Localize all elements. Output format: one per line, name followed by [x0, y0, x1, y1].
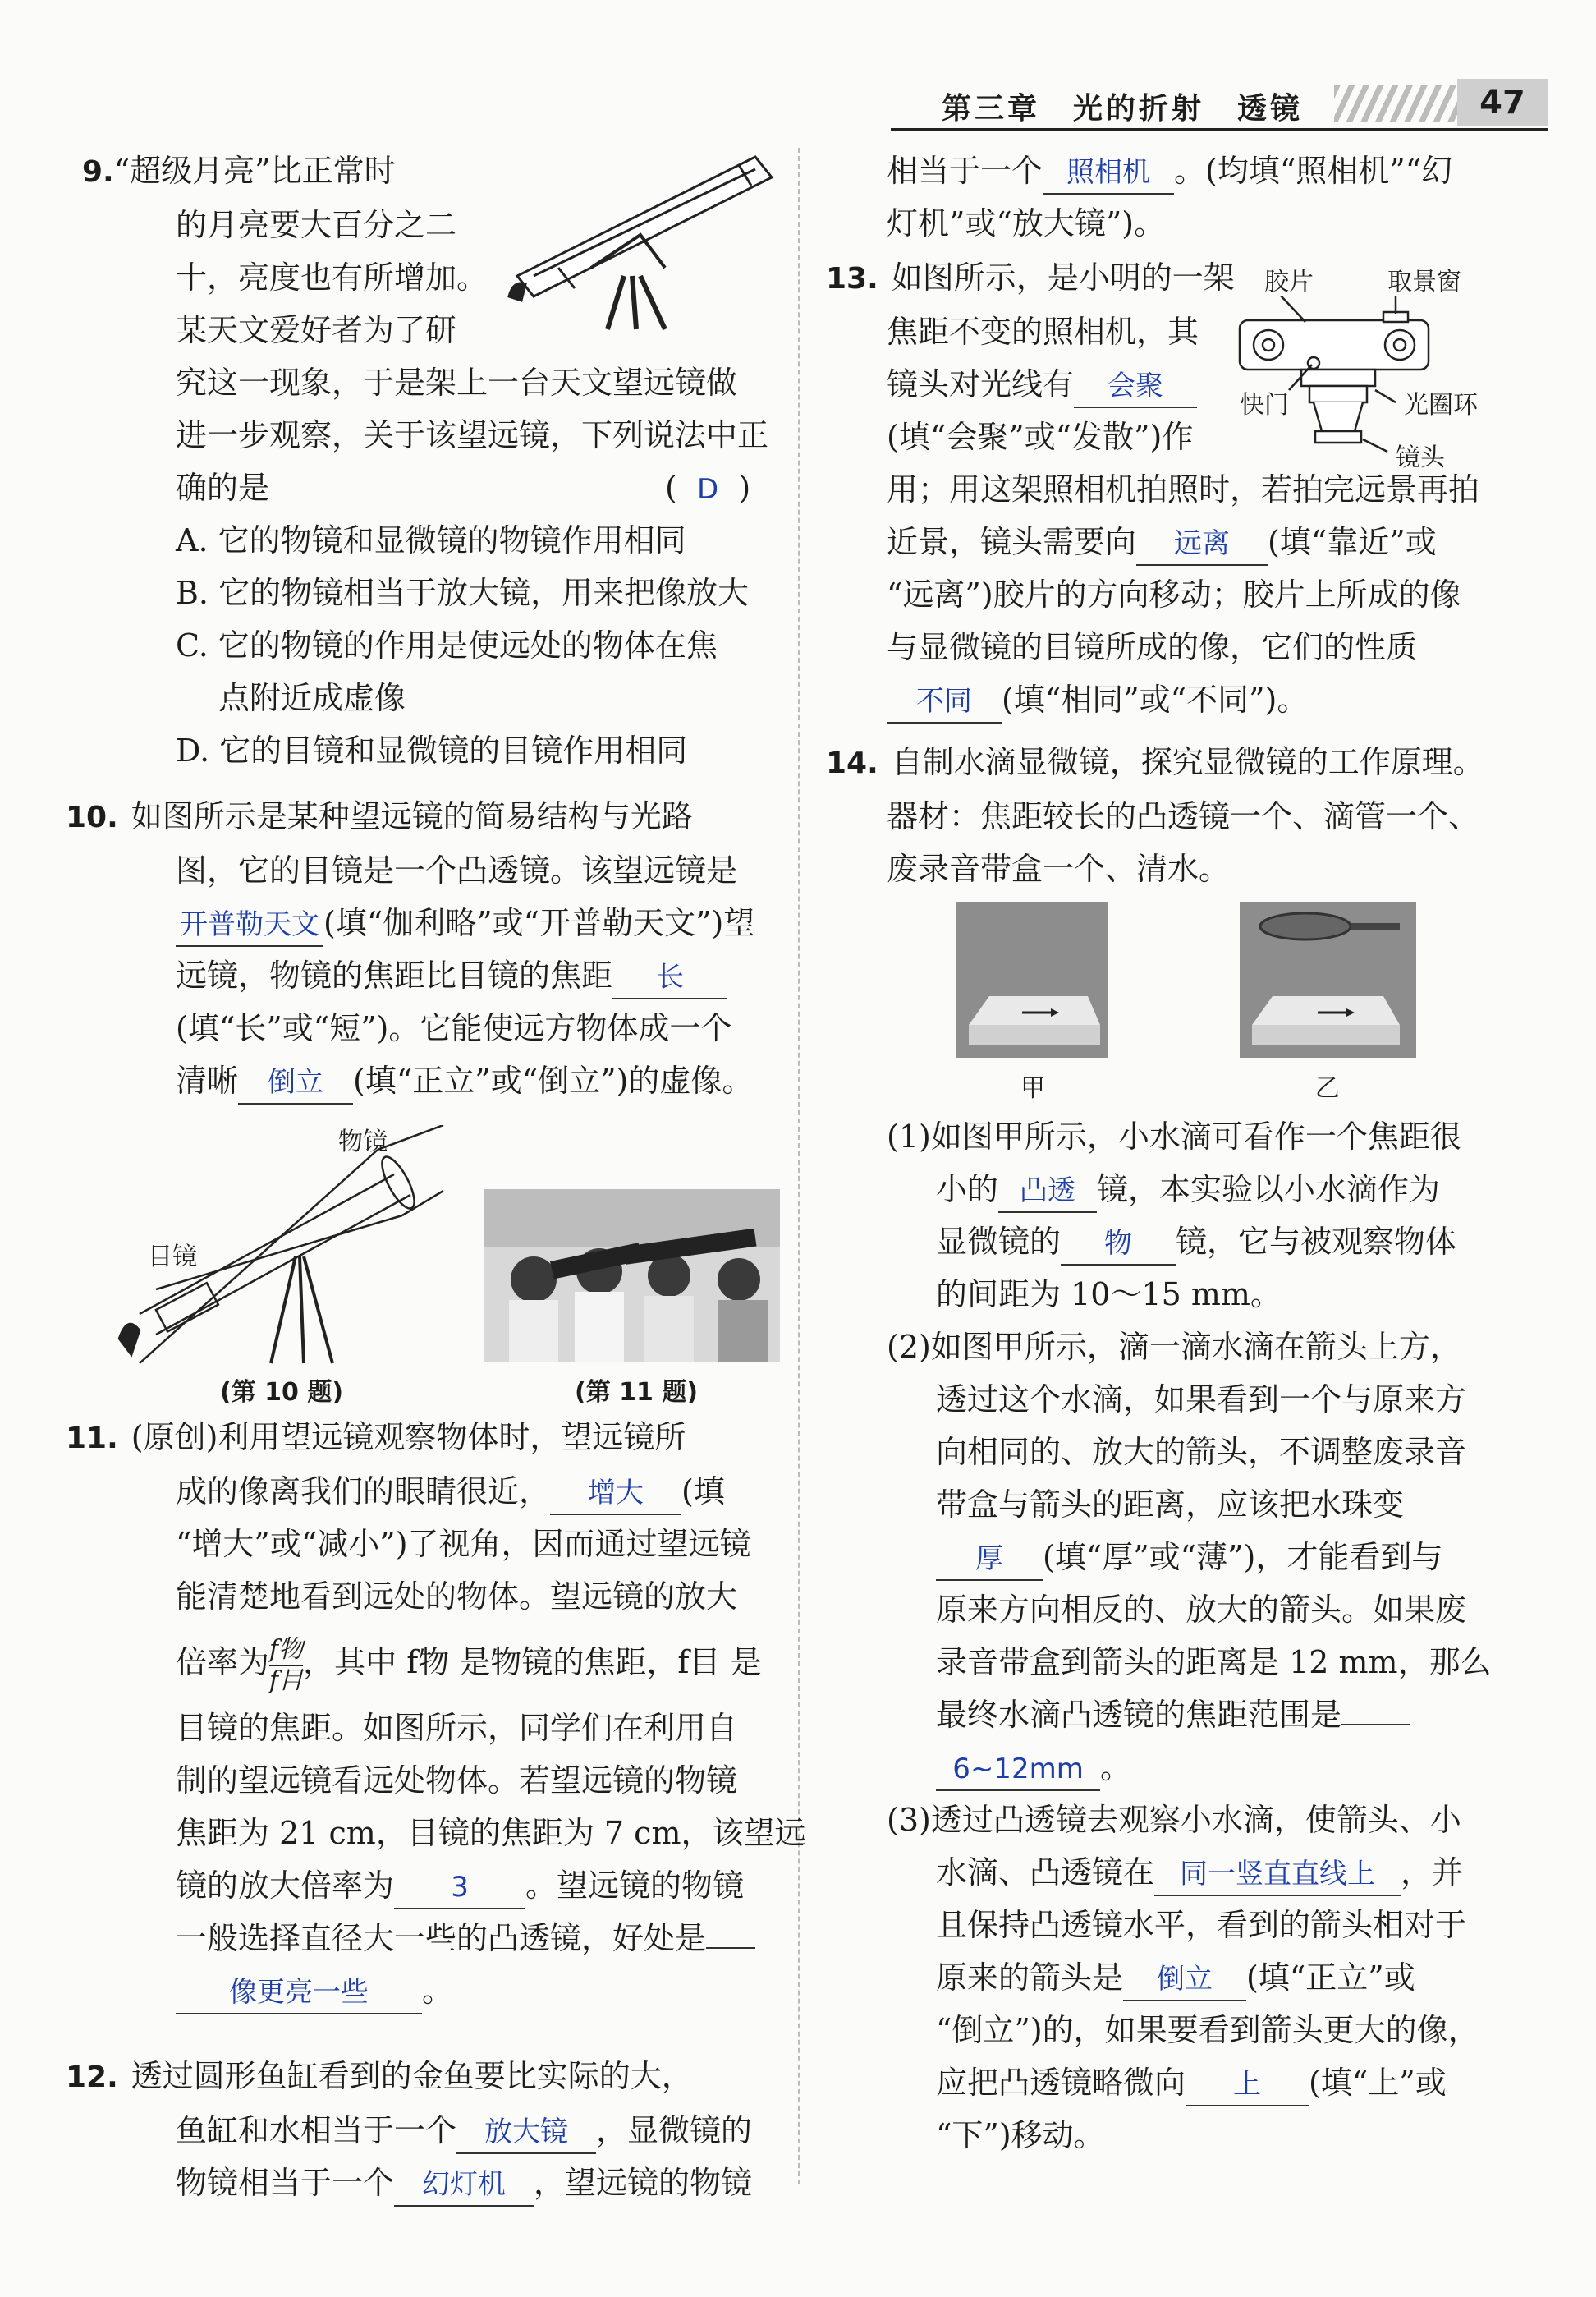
- q9-line: 某天文爱好者为了研: [176, 312, 457, 348]
- answer-blank: [1186, 2062, 1309, 2106]
- q11-line: 。: [422, 1973, 454, 2009]
- q13-line: 用；用这架照相机拍照时，若拍完远景再拍: [887, 471, 1480, 508]
- question-12-continued: [887, 145, 1576, 250]
- q14-sub2-line: 带盒与箭头的距离，应该把水珠变: [936, 1486, 1405, 1523]
- figure-caption-10: (第 10 题): [220, 1378, 344, 1407]
- answer-blank: [550, 1471, 681, 1515]
- answer-blank: [394, 2162, 534, 2207]
- shutter-label: 快门: [1240, 391, 1289, 420]
- option-c: C. 它的物镜的作用是使远处的物体在焦: [176, 627, 718, 664]
- q13-line: 近景，镜头需要向: [887, 524, 1137, 560]
- fraction-denominator: f目: [269, 1665, 304, 1695]
- answer-blank: [1136, 521, 1268, 566]
- answer-text: 厚: [975, 1542, 1003, 1575]
- q9-line: 究这一现象，于是架上一台天文望远镜做: [176, 365, 738, 401]
- answer-text: 远离: [1174, 527, 1231, 560]
- eyepiece-label: 目镜: [148, 1243, 197, 1271]
- answer-text: 凸透: [1020, 1174, 1076, 1207]
- q10-line: 如图所示是某种望远镜的简易结构与光路: [131, 798, 693, 834]
- q14-line: 器材：焦距较长的凸透镜一个、滴管一个、: [887, 798, 1480, 834]
- question-number: 14.: [826, 747, 878, 780]
- question-10: [66, 790, 780, 1107]
- q11-line: 。望远镜的物镜: [525, 1867, 745, 1904]
- q12-line: 透过圆形鱼缸看到的金鱼要比实际的大，: [131, 2058, 693, 2094]
- figure-a-cassette: [956, 902, 1108, 1058]
- q10-line: (填“长”或“短”)。它能使远方物体成一个: [176, 1010, 732, 1046]
- option-d: D. 它的目镜和显微镜的目镜作用相同: [176, 733, 688, 769]
- viewfinder-label: 取景窗: [1387, 268, 1461, 296]
- q13-line: (填“会聚”或“发散”)作: [887, 419, 1194, 455]
- q14-sub3-line: 水滴、凸透镜在: [936, 1854, 1155, 1890]
- q12-line: 鱼缸和水相当于一个: [176, 2112, 457, 2148]
- q9-line: 十，亮度也有所增加。: [176, 260, 488, 296]
- answer-blank: [1154, 1852, 1401, 1896]
- q9-line: “超级月亮”比正常时: [113, 153, 396, 189]
- answer-text: 物: [1104, 1227, 1133, 1260]
- answer-blank: [936, 1747, 1100, 1791]
- answer-blank: [936, 1537, 1043, 1581]
- objective-label: 物镜: [338, 1128, 388, 1156]
- q10-line: 图，它的目镜是一个凸透镜。该望远镜是: [176, 852, 738, 889]
- q14-sub2-line: 透过这个水滴，如果看到一个与原来方: [936, 1381, 1467, 1417]
- question-number: 12.: [66, 2060, 118, 2094]
- q14-sub3-line: “倒立”)的，如果要看到箭头更大的像，: [936, 2012, 1479, 2048]
- answer-blank: [456, 2110, 596, 2154]
- answer-blank: [1341, 1724, 1410, 1725]
- answer-text: 像更亮一些: [229, 1976, 369, 2009]
- q14-sub3-line: (3)透过凸透镜去观察小水滴，使箭头、小: [887, 1802, 1461, 1838]
- question-number: 9.: [82, 155, 114, 189]
- answer-text: 上: [1233, 2068, 1262, 2101]
- q12-line: 灯机”或“放大镜”)。: [887, 205, 1166, 241]
- q13-line: 镜头对光线有: [887, 366, 1075, 402]
- chapter-title: 第三章 光的折射 透镜: [942, 92, 1304, 126]
- q12-line: 。(均填“照相机”“幻: [1174, 153, 1453, 189]
- option-b: B. 它的物镜相当于放大镜，用来把像放大: [176, 575, 750, 611]
- answer-text: 开普勒天文: [180, 908, 319, 941]
- q9-line: 确的是: [176, 470, 270, 506]
- q14-sub1-line: 镜，它与被观察物体: [1176, 1224, 1457, 1260]
- q11-line: 制的望远镜看远处物体。若望远镜的物镜: [176, 1762, 738, 1799]
- q10-line: 清晰: [176, 1063, 239, 1099]
- q14-sub2-line: (2)如图甲所示，滴一滴水滴在箭头上方，: [887, 1329, 1461, 1365]
- q12-line: ，望远镜的物镜: [534, 2165, 753, 2201]
- question-number: 10.: [66, 801, 118, 834]
- question-12: [66, 2050, 780, 2209]
- q14-sub2-line: 向相同的、放大的箭头，不调整废录音: [936, 1434, 1467, 1470]
- q14-line: 自制水滴显微镜，探究显微镜的工作原理。: [891, 744, 1484, 780]
- q10-line: (填“伽利略”或“开普勒天文”)望: [323, 905, 755, 941]
- q14-sub2-line: 。: [1100, 1749, 1132, 1785]
- answer-text: 照相机: [1066, 156, 1151, 189]
- figure-b-cassette-with-lens: [1240, 902, 1416, 1058]
- answer-text: 幻灯机: [422, 2168, 507, 2201]
- answer-text: 6~12mm: [952, 1753, 1084, 1785]
- q14-sub1-line: 显微镜的: [936, 1224, 1062, 1260]
- q11-line: (填: [681, 1473, 725, 1509]
- q9-line: 的月亮要大百分之二: [176, 207, 457, 243]
- film-label: 胶片: [1264, 268, 1314, 296]
- q14-sub3-line: 应把凸透镜略微向: [936, 2065, 1186, 2101]
- q13-line: (填“相同”或“不同”)。: [1002, 682, 1309, 718]
- question-14-parts: [887, 1110, 1576, 2161]
- q11-line: 能清楚地看到远处的物体。望远镜的放大: [176, 1578, 738, 1615]
- q14-sub1-line: 小的: [936, 1171, 999, 1207]
- q14-sub1-line: 镜，本实验以小水滴作为: [1097, 1171, 1441, 1207]
- answer-text: 会聚: [1108, 370, 1164, 402]
- q14-line: 废录音带盒一个、清水。: [887, 851, 1231, 887]
- figure-a-caption: 甲: [1020, 1074, 1045, 1103]
- q12-line: ，显微镜的: [596, 2112, 753, 2148]
- answer-blank: [394, 1865, 525, 1909]
- option-a: A. 它的物镜和显微镜的物镜作用相同: [176, 522, 686, 558]
- q14-sub2-line: (填“厚”或“薄”)，才能看到与: [1043, 1539, 1443, 1575]
- q10-line: (填“正立”或“倒立”)的虚像。: [353, 1063, 754, 1099]
- q13-line: 如图所示，是小明的一架: [891, 260, 1235, 296]
- answer-blank: [176, 903, 323, 947]
- header-stripes: [1334, 85, 1457, 122]
- fraction-numerator: f物: [269, 1635, 303, 1666]
- q11-line: 目镜的焦距。如图所示，同学们在利用自: [176, 1710, 738, 1746]
- answer-blank: [238, 1060, 353, 1105]
- lens-label: 镜头: [1396, 443, 1445, 472]
- q11-line: 焦距为 21 cm，目镜的焦距为 7 cm，该望远: [176, 1815, 806, 1851]
- students-telescope-photo: [484, 1189, 780, 1362]
- answer-text: 增大: [588, 1477, 644, 1509]
- q11-line: “增大”或“减小”)了视角，因而通过望远镜: [176, 1526, 751, 1562]
- answer-blank: [1043, 150, 1174, 195]
- figure-caption-11: (第 11 题): [575, 1378, 699, 1407]
- q14-sub3-line: 原来的箭头是: [936, 1959, 1124, 1996]
- answer-blank: [1061, 1221, 1176, 1266]
- aperture-ring-label: 光圈环: [1404, 391, 1478, 420]
- answer-blank: [887, 679, 1002, 724]
- question-number: 13.: [826, 262, 878, 296]
- q14-sub1-line: 的间距为 10～15 mm。: [936, 1276, 1282, 1312]
- answer-text: 不同: [916, 685, 972, 718]
- page-number: 47: [1457, 79, 1548, 126]
- fraction: [269, 1635, 303, 1696]
- q9-line: 进一步观察，关于该望远镜，下列说法中正: [176, 417, 769, 453]
- answer-blank: [1074, 364, 1197, 408]
- header-rule: [891, 128, 1548, 131]
- q14-sub3-line: (填“上”或: [1309, 2065, 1447, 2101]
- answer-text: 同一竖直直线上: [1180, 1858, 1376, 1890]
- q10-line: 远镜，物镜的焦距比目镜的焦距: [176, 958, 613, 994]
- q14-sub3-line: “下”)移动。: [936, 2117, 1105, 2153]
- answer-blank: [612, 955, 727, 999]
- telescope-figure-q9: [501, 153, 780, 333]
- q14-sub3-line: ，并: [1401, 1854, 1464, 1890]
- answer-text: 放大镜: [484, 2116, 569, 2148]
- answer-blank: [998, 1169, 1097, 1213]
- figure-b-caption: 乙: [1315, 1074, 1340, 1103]
- answer-text: 长: [656, 961, 685, 994]
- q13-line: “远离”)胶片的方向移动；胶片上所成的像: [887, 577, 1461, 613]
- q11-line: 镜的放大倍率为: [176, 1867, 395, 1904]
- q11-line: (原创)利用望远镜观察物体时，望远镜所: [131, 1419, 686, 1455]
- q11-line: ，其中 f物 是物镜的焦距，f目 是: [303, 1644, 762, 1680]
- column-divider: [798, 148, 800, 2184]
- answer-bracket: ( D ): [665, 470, 751, 506]
- q13-line: 焦距不变的照相机，其: [887, 314, 1199, 350]
- question-14: [826, 736, 1576, 895]
- answer-blank: [176, 1970, 422, 2014]
- answer-text: 倒立: [268, 1066, 324, 1099]
- q12-line: 相当于一个: [887, 153, 1043, 189]
- answer-text: 倒立: [1157, 1963, 1213, 1996]
- option-c-cont: 点附近成虚像: [218, 680, 406, 716]
- q14-sub2-line: 录音带盒到箭头的距离是 12 mm，那么: [936, 1644, 1492, 1680]
- q14-sub2-line: 最终水滴凸透镜的焦距范围是: [936, 1697, 1342, 1733]
- q11-line: 成的像离我们的眼睛很近，: [176, 1473, 551, 1509]
- answer-text: 3: [451, 1871, 469, 1904]
- q14-sub3-line: 且保持凸透镜水平，看到的箭头相对于: [936, 1907, 1467, 1943]
- q14-sub2-line: 原来方向相反的、放大的箭头。如果废: [936, 1592, 1467, 1628]
- page-header: [891, 79, 1572, 130]
- q11-line: 一般选择直径大一些的凸透镜，好处是: [176, 1920, 707, 1956]
- q12-line: 物镜相当于一个: [176, 2165, 395, 2201]
- question-11: [66, 1411, 806, 2017]
- q14-sub1-line: (1)如图甲所示，小水滴可看作一个焦距很: [887, 1119, 1461, 1155]
- answer-blank: [706, 1947, 755, 1949]
- q13-line: (填“靠近”或: [1268, 524, 1437, 560]
- q11-line: 倍率为: [176, 1644, 270, 1680]
- question-number: 11.: [66, 1422, 118, 1455]
- answer-blank: [1123, 1957, 1246, 2001]
- q13-line: 与显微镜的目镜所成的像，它们的性质: [887, 629, 1418, 665]
- answer-choice: D: [696, 473, 719, 506]
- q14-sub3-line: (填“正立”或: [1246, 1959, 1415, 1996]
